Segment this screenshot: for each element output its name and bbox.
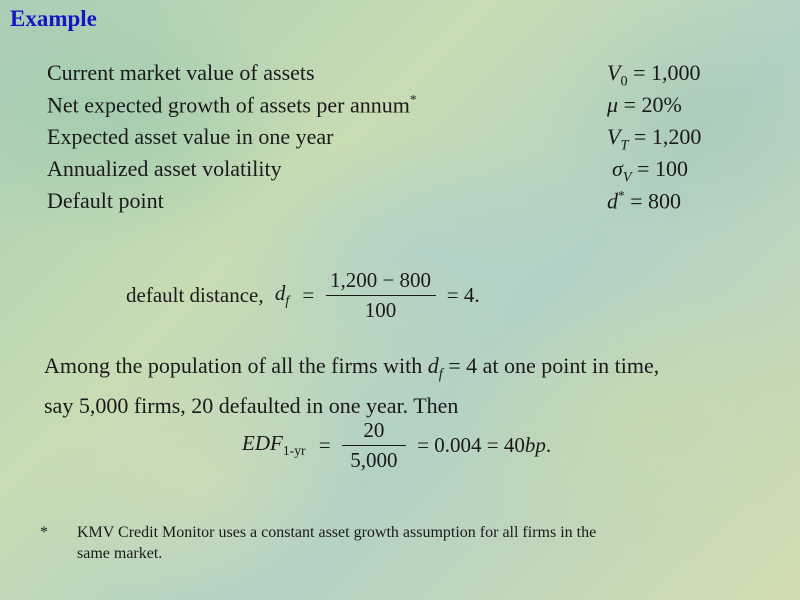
footnote-mark: * — [409, 92, 417, 107]
param-label-default-point: Default point — [47, 188, 164, 213]
footnote-line-1: KMV Credit Monitor uses a constant asset growth assumption for all firms in the — [77, 524, 597, 541]
formula-prefix: default distance, — [126, 283, 264, 307]
param-value-volatility: $\sigma_V = 100$ — [612, 156, 689, 186]
fraction-numerator: 1,200 − 800 — [326, 268, 436, 296]
edf-equals: = — [318, 433, 331, 457]
param-value-current-value: $V_0 = 1,000$ — [607, 60, 701, 90]
param-label-current-value: Current market value of assets — [47, 60, 315, 85]
footnote-marker: * — [40, 524, 48, 541]
footnote-line-2: same market. — [77, 545, 163, 562]
param-value-growth: μ = 20% — [607, 92, 682, 117]
edf-numerator: 20 — [342, 418, 406, 446]
paragraph-line-2: say 5,000 firms, 20 defaulted in one year. Then — [44, 393, 459, 419]
edf-denominator: 5,000 — [350, 448, 398, 472]
footnote-text — [77, 522, 777, 564]
edf-lhs: $EDF_{1-yr}$ — [242, 431, 306, 459]
formula-result: = 4. — [446, 283, 480, 307]
paragraph-line-1: Among the population of all the firms with $d_f = 4$ at one point in time, — [44, 353, 660, 383]
population-paragraph — [44, 350, 794, 422]
default-distance-formula — [126, 268, 480, 323]
formula-equals: = — [302, 283, 315, 307]
param-label-volatility: Annualized asset volatility — [47, 156, 282, 181]
edf-result: = 0.004 = 40bp. — [417, 433, 552, 457]
formula-fraction — [326, 268, 436, 323]
page-title: Example — [10, 6, 97, 31]
edf-fraction — [342, 418, 406, 473]
edf-formula — [242, 418, 551, 473]
formula-lhs: $d_f$ — [274, 281, 290, 309]
param-value-default-point: d* = 800 — [607, 188, 682, 214]
param-value-expected-value: $V_T = 1,200$ — [607, 124, 702, 154]
param-label-growth: Net expected growth of assets per annum* — [47, 92, 417, 118]
param-label-expected-value: Expected asset value in one year — [47, 124, 334, 149]
fraction-denominator: 100 — [364, 298, 397, 322]
